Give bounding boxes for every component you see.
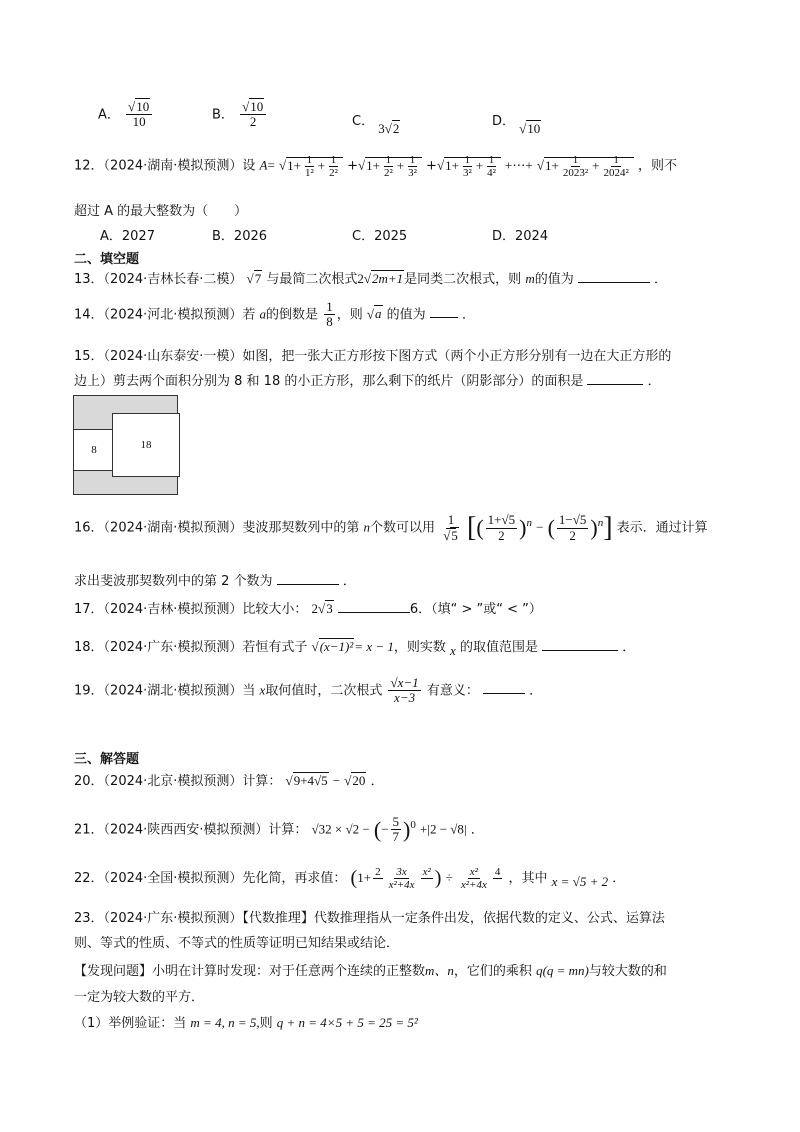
question-13: 13．（2024·吉林长春·二模） √7 与最简二次根式2√2m+1是同类二次根式，则 m的值为 ．: [74, 271, 668, 287]
answer-blank[interactable]: [338, 612, 410, 613]
large-square-label: 18: [140, 439, 152, 451]
variable: A: [259, 157, 268, 173]
option-label: C．: [352, 114, 375, 129]
option-coefficient: 3: [378, 121, 385, 136]
q12-option-b[interactable]: B．2026: [212, 229, 268, 244]
question-18: 18．（2024·广东·模拟预测）若恒有式子 √(x−1)²= x − 1，则实数 x 的取值范围是 ．: [74, 639, 636, 658]
answer-blank[interactable]: [587, 384, 643, 385]
question-23-line-3: 【发现问题】小明在计算时发现：对于任意两个连续的正整数m、n，它们的乘积 q(q = mn)与较大数的和: [74, 963, 667, 979]
option-label: A．: [98, 107, 120, 123]
question-source: （2024·湖南·模拟预测）设: [103, 158, 256, 174]
large-square: [112, 413, 180, 477]
option-radicand: 2: [392, 121, 400, 136]
answer-blank[interactable]: [430, 317, 458, 318]
q11-option-c[interactable]: C． 3√2: [352, 114, 400, 136]
question-14: 14．（2024·河北·模拟预测）若 a的倒数是 $\frac{1}{8}$ ，则 √a 的值为 ．: [74, 299, 475, 330]
answer-blank[interactable]: [578, 282, 650, 283]
ellipsis: +⋯+: [505, 157, 533, 173]
option-label: D．: [492, 114, 516, 129]
question-12-line-2: 超过 A 的最大整数为（ ）: [74, 204, 248, 219]
section-heading-fill-in: 二、填空题: [74, 252, 140, 267]
q12-option-d[interactable]: D．2024: [492, 229, 549, 244]
answer-blank[interactable]: [542, 650, 618, 651]
question-15-line-2: 边上）剪去两个面积分别为 8 和 18 的小正方形，那么剩下的纸片（阴影部分）的面积是 ．: [74, 374, 661, 389]
option-label: B．: [212, 107, 234, 123]
option-radicand: 10: [136, 99, 150, 114]
q11-option-d[interactable]: D． √10: [492, 114, 541, 136]
sqrt-term-last: √1+ $\frac{1}{\text{2023²}}$ + $\frac{1}{\text{2024²}}$: [537, 157, 634, 173]
question-23-line-4: 一定为较大数的平方．: [74, 990, 205, 1005]
question-23-line-1: 23．（2024·广东·模拟预测）【代数推理】代数推理指从一定条件出发，依据代数的定义、公式、运算法: [74, 911, 665, 926]
question-21: 21．（2024·陕西西安·模拟预测）计算： √32 × √2 − (− $\frac{5}{7}$ )$^0$ +|2 − √8| ．: [74, 814, 484, 845]
q11-option-a[interactable]: A． $\frac{√10}{10}$: [98, 100, 154, 130]
question-text: ，则不: [637, 158, 677, 174]
option-radicand: 10: [250, 99, 264, 114]
sqrt-term-1: √1+ $\frac{1}{\text{1²}}$ + $\frac{1}{\text{2²}}$: [279, 157, 343, 173]
answer-blank[interactable]: [483, 693, 525, 694]
question-20: 20．（2024·北京·模拟预测）计算： √9+4√5 − √20 ．: [74, 773, 384, 789]
q12-option-a[interactable]: A．2027: [100, 229, 155, 244]
answer-blank[interactable]: [277, 584, 339, 585]
question-22: 22．（2024·全国·模拟预测）先化简，再求值： (1+ 2 $\frac{3x}{\text{x²+4x}}$ x² ) ÷ $\frac{\text{x²}}{\text{x²+4x}}$ 4 ，其中 x = √5 + 2 ．: [74, 866, 626, 892]
question-17: 17．（2024·吉林·模拟预测）比较大小： 2√3 6．（填“ > ”或“ < ”）: [74, 601, 542, 617]
option-denominator: 2: [249, 114, 257, 130]
question-16-line-2: 求出斐波那契数列中的第 2 个数为 ．: [74, 574, 356, 589]
question-16: 16．（2024·湖南·模拟预测）斐波那契数列中的第 n个数可以用 $\frac{1}{√5}$ [( $\frac{1+√5}{2}$ )$^n$ − ( $\frac{1-√5}{2}$ )$^n$] 表示．通过计算: [74, 512, 708, 543]
q15-figure: [73, 395, 178, 495]
option-denominator: 10: [132, 114, 146, 130]
question-19: 19．（2024·湖北·模拟预测）当 x取何值时，二次根式 $\frac{√x-1}{x-3}$ 有意义： ．: [74, 675, 543, 706]
question-number: 12．: [74, 158, 104, 174]
question-23-line-5: （1）举例验证：当 m = 4, n = 5,则 q + n = 4×5 + 5 = 25 = 5²: [74, 1015, 418, 1031]
sqrt-term-3: √1+ $\frac{1}{\text{3²}}$ + $\frac{1}{\text{4²}}$: [437, 157, 501, 173]
equals-sign: =: [267, 157, 275, 173]
question-23-line-2: 则、等式的性质、不等式的性质等证明已知结果或结论．: [74, 936, 400, 951]
small-square: [73, 429, 115, 471]
sqrt-term-2: √1+ $\frac{1}{\text{2²}}$ + $\frac{1}{\text{3²}}$: [358, 157, 422, 173]
q12-option-c[interactable]: C．2025: [352, 229, 408, 244]
option-radicand: 10: [527, 121, 541, 136]
question-15-line-1: 15．（2024·山东泰安·一模）如图，把一张大正方形按下图方式（两个小正方形分别有一边在大正方形的: [74, 349, 672, 364]
small-square-label: 8: [91, 444, 97, 456]
q11-option-b[interactable]: B． $\frac{√10}{2}$: [212, 100, 268, 130]
question-12: 12．（2024·湖南·模拟预测）设 A= √1+ $\frac{1}{\text{1²}}$ + $\frac{1}{\text{2²}}$ +√1+ $\frac{1}{\text{2²}}$ + $\frac{1}{\text{3²}}$ +√1+ $\frac{1}{\text{3²}}$ + $\frac{1}{\text{4²}}$ +⋯+ √1+ $\frac{1}{\text{2023²}}$ + $\frac{1}{\text{2024²}}$ ，则不: [74, 154, 677, 180]
section-heading-answer: 三、解答题: [74, 752, 140, 767]
